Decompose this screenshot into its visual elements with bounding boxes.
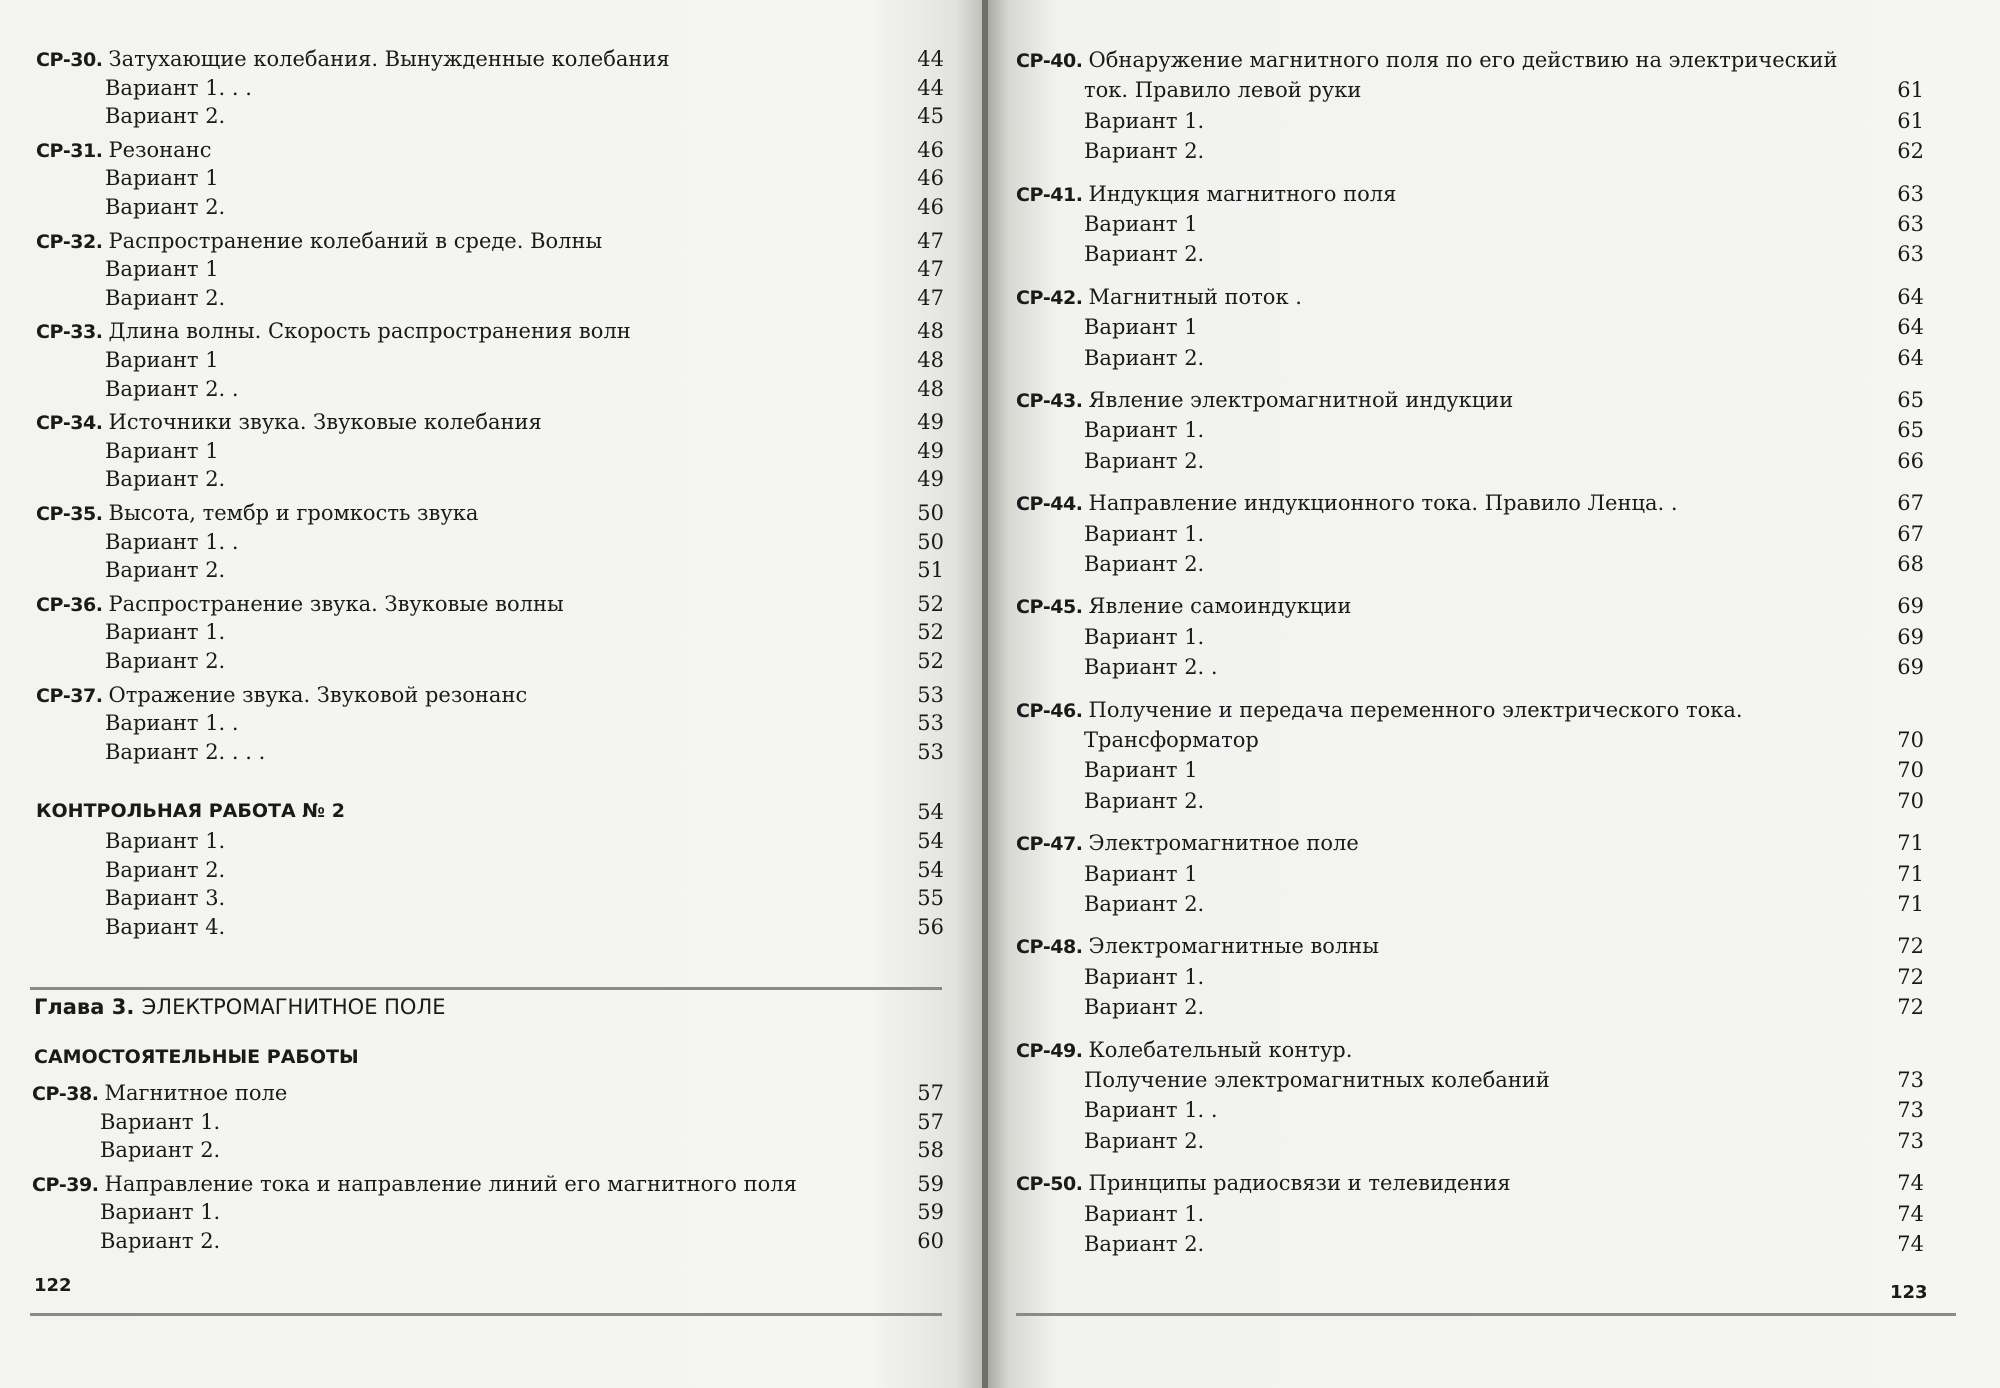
page-ref: 71 [1897,831,1924,856]
toc-variant: Вариант 1 [105,438,219,463]
toc-entry [1016,179,1396,209]
toc-entry [1016,45,1838,75]
entry-title: Принципы радиосвязи и телевидения [1088,1171,1511,1196]
page-ref: 64 [1897,345,1924,370]
toc-entry [1016,282,1302,312]
toc-variant: Вариант 2. . [1084,655,1218,680]
right-toc [988,0,2000,1388]
entry-title: Длина волны. Скорость распространения волн [108,319,631,344]
toc-variant: Вариант 1 [105,257,219,282]
entry-code: СР-36. [36,593,109,616]
toc-variant: Вариант 1. [105,829,226,853]
toc-entry-continuation: Трансформатор [1084,728,1259,752]
footer-rule-right [1016,1313,1956,1316]
page-ref: 74 [1897,1232,1924,1256]
page-ref: 59 [917,1200,944,1225]
left-toc [0,0,985,1388]
toc-variant: Вариант 1 [1084,758,1198,783]
page-ref: 61 [1897,108,1924,133]
entry-code: СР-31. [36,139,109,162]
toc-entry [1016,385,1513,415]
page-ref: 48 [917,348,944,372]
toc-variant: Вариант 1. [105,620,226,645]
entry-code: СР-33. [36,321,109,344]
section-heading: САМОСТОЯТЕЛЬНЫЕ РАБОТЫ [34,1046,359,1068]
page-ref: 57 [917,1109,944,1134]
page-ref: 54 [917,829,944,853]
entry-code: СР-49. [1016,1039,1089,1062]
page-ref: 64 [1897,284,1924,309]
page-ref: 45 [917,104,944,129]
page-ref: 59 [917,1171,944,1196]
page-ref: 54 [917,857,944,882]
page-ref: 46 [917,195,944,219]
toc-variant: Вариант 2. [105,558,226,583]
toc-variant: Вариант 1. [1084,1201,1205,1226]
page-ref: 44 [917,47,944,71]
toc-entry [32,1078,287,1108]
entry-code: СР-35. [36,503,109,525]
toc-variant: Вариант 2. [1084,1128,1205,1153]
toc-variant: Вариант 2. [1084,552,1205,576]
entry-code: СР-45. [1016,596,1089,619]
page-ref: 48 [917,376,944,401]
page-ref: 51 [917,558,944,583]
page-ref: 57 [917,1081,944,1105]
toc-variant: Вариант 1. [1084,624,1205,649]
entry-code: СР-34. [36,412,109,435]
entry-code: СР-46. [1016,699,1089,722]
toc-variant: Вариант 2. [1084,1232,1205,1256]
entry-code: СР-44. [1016,493,1089,516]
page-ref: 72 [1897,995,1924,1020]
page-ref: 61 [1897,78,1924,103]
entry-code: СР-42. [1016,286,1089,309]
toc-variant: Вариант 1 [1084,212,1198,236]
right-page [988,0,2000,1388]
page-ref: 69 [1897,655,1924,680]
toc-variant: Вариант 2. [1084,139,1205,164]
toc-variant: Вариант 2. [100,1138,221,1163]
chapter-label: Глава 3. [34,995,135,1019]
toc-variant: Вариант 2. [1084,345,1205,370]
page-ref: 52 [917,591,944,616]
toc-variant: Вариант 1. [1084,418,1205,443]
footer-rule-left [30,1313,942,1316]
entry-title: Явление электромагнитной индукции [1088,388,1514,412]
toc-variant: Вариант 1 [105,166,219,191]
entry-title: Колебательный контур. [1088,1037,1353,1062]
entry-code: СР-50. [1016,1173,1089,1196]
entry-code: СР-48. [1016,936,1089,959]
page-ref: 64 [1897,315,1924,340]
entry-title: Явление самоиндукции [1088,594,1352,619]
toc-variant: Вариант 2. [105,195,226,219]
entry-title: Резонанс [108,137,212,162]
page-ref: 50 [917,501,944,525]
toc-variant: Вариант 1. . [1084,1098,1218,1123]
page-ref: 44 [917,75,944,100]
entry-code: СР-40. [1016,50,1089,72]
entry-title: Получение и передача переменного электрического тока. [1088,697,1743,722]
test-heading-page: 54 [917,800,944,824]
page-ref: 52 [917,620,944,645]
toc-entry [36,135,211,165]
entry-title: Отражение звука. Звуковой резонанс [108,682,528,707]
page-ref: 73 [1897,1068,1924,1092]
page-ref: 69 [1897,594,1924,619]
page-ref: 63 [1897,242,1924,267]
toc-entry [36,680,527,710]
chapter-rule [30,987,942,990]
page-ref: 68 [1897,552,1924,576]
page-ref: 71 [1897,861,1924,886]
entry-code: СР-47. [1016,833,1089,856]
page-ref: 69 [1897,624,1924,649]
toc-variant: Вариант 1 [1084,861,1198,886]
entry-code: СР-38. [32,1083,105,1105]
toc-variant: Вариант 2. [105,285,226,310]
toc-entry [36,44,670,74]
page-ref: 49 [917,467,944,492]
entry-code: СР-30. [36,49,109,71]
page-ref: 60 [917,1229,944,1253]
entry-title: Затухающие колебания. Вынужденные колебания [108,47,670,71]
page-ref: 67 [1897,521,1924,546]
page-ref: 67 [1897,491,1924,516]
toc-variant: Вариант 2. [1084,448,1205,473]
chapter-heading [34,995,446,1019]
entry-title: Источники звука. Звуковые колебания [108,410,542,435]
toc-variant: Вариант 1. [1084,964,1205,989]
left-page [0,0,985,1388]
entry-title: Направление тока и направление линий его магнитного поля [104,1171,797,1196]
toc-entry [36,407,542,437]
toc-variant: Вариант 2. [1084,892,1205,916]
toc-variant: Вариант 2. . [105,376,239,401]
entry-title: Электромагнитное поле [1088,831,1359,856]
toc-variant: Вариант 1. . . [105,75,252,100]
toc-variant: Вариант 4. [105,914,226,939]
entry-title: Магнитное поле [104,1081,288,1105]
toc-entry [36,589,564,619]
toc-entry [1016,1168,1511,1198]
toc-variant: Вариант 2. [1084,788,1205,813]
toc-variant: Вариант 1. . [105,529,239,554]
toc-variant: Вариант 2. [1084,242,1205,267]
entry-code: СР-39. [32,1173,105,1196]
page-ref: 65 [1897,388,1924,412]
toc-entry [1016,488,1678,518]
page-ref: 74 [1897,1201,1924,1226]
toc-entry [36,226,602,256]
page-ref: 71 [1897,892,1924,916]
page-ref: 49 [917,410,944,435]
page-number-right: 123 [1890,1282,1928,1303]
toc-entry [1016,591,1351,621]
page-ref: 63 [1897,181,1924,206]
toc-variant: Вариант 2. [105,649,226,673]
toc-entry [1016,1035,1352,1065]
entry-code: СР-41. [1016,183,1089,206]
entry-title: Распространение колебаний в среде. Волны [108,228,603,253]
entry-title: Магнитный поток . [1088,284,1302,309]
toc-entry-continuation: Получение электромагнитных колебаний [1084,1068,1550,1092]
toc-entry [36,498,478,528]
page-ref: 62 [1897,139,1924,164]
toc-variant: Вариант 1 [1084,315,1198,340]
toc-variant: Вариант 1. [100,1200,221,1225]
page-ref: 47 [917,228,944,253]
toc-variant: Вариант 2. [105,104,226,129]
page-ref: 63 [1897,212,1924,236]
page-ref: 53 [917,739,944,764]
page-ref: 46 [917,166,944,191]
chapter-title: ЭЛЕКТРОМАГНИТНОЕ ПОЛЕ [141,995,446,1019]
page-number-left: 122 [34,1275,72,1296]
toc-entry-continuation: ток. Правило левой руки [1084,78,1362,103]
page-ref: 65 [1897,418,1924,443]
toc-variant: Вариант 1. . [105,711,239,736]
page-ref: 73 [1897,1128,1924,1153]
toc-variant: Вариант 1 [105,348,219,372]
entry-code: СР-32. [36,230,109,253]
page-ref: 48 [917,319,944,344]
toc-entry [36,316,631,346]
page-ref: 73 [1897,1098,1924,1123]
page-ref: 70 [1897,758,1924,783]
page-ref: 52 [917,649,944,673]
toc-variant: Вариант 1. [100,1109,221,1134]
toc-entry [32,1169,797,1199]
page-ref: 72 [1897,964,1924,989]
page-ref: 74 [1897,1171,1924,1196]
entry-title: Высота, тембр и громкость звука [108,501,479,525]
toc-variant: Вариант 2. [105,857,226,882]
entry-title: Обнаружение магнитного поля по его действию на электрический [1088,48,1838,72]
page-ref: 55 [917,886,944,911]
page-ref: 58 [917,1138,944,1163]
page-ref: 66 [1897,448,1924,473]
entry-title: Индукция магнитного поля [1088,181,1397,206]
page-ref: 49 [917,438,944,463]
toc-variant: Вариант 2. . . . [105,739,266,764]
toc-variant: Вариант 2. [105,467,226,492]
entry-title: Распространение звука. Звуковые волны [108,591,564,616]
toc-entry [1016,695,1743,725]
page-ref: 72 [1897,934,1924,959]
page-ref: 46 [917,137,944,162]
page-ref: 70 [1897,728,1924,752]
toc-variant: Вариант 3. [105,886,226,911]
entry-code: СР-37. [36,684,109,707]
entry-title: Электромагнитные волны [1088,934,1379,959]
page-ref: 47 [917,257,944,282]
toc-variant: Вариант 2. [1084,995,1205,1020]
toc-variant: Вариант 2. [100,1229,221,1253]
page-ref: 70 [1897,788,1924,813]
page-ref: 56 [917,914,944,939]
page-ref: 47 [917,285,944,310]
toc-variant: Вариант 1. [1084,108,1205,133]
toc-entry [1016,931,1379,961]
toc-variant: Вариант 1. [1084,521,1205,546]
test-heading: КОНТРОЛЬНАЯ РАБОТА № 2 [36,800,345,822]
page-ref: 53 [917,682,944,707]
page-ref: 50 [917,529,944,554]
entry-title: Направление индукционного тока. Правило Ленца. . [1088,491,1678,516]
toc-entry [1016,828,1359,858]
page-ref: 53 [917,711,944,736]
entry-code: СР-43. [1016,390,1089,412]
